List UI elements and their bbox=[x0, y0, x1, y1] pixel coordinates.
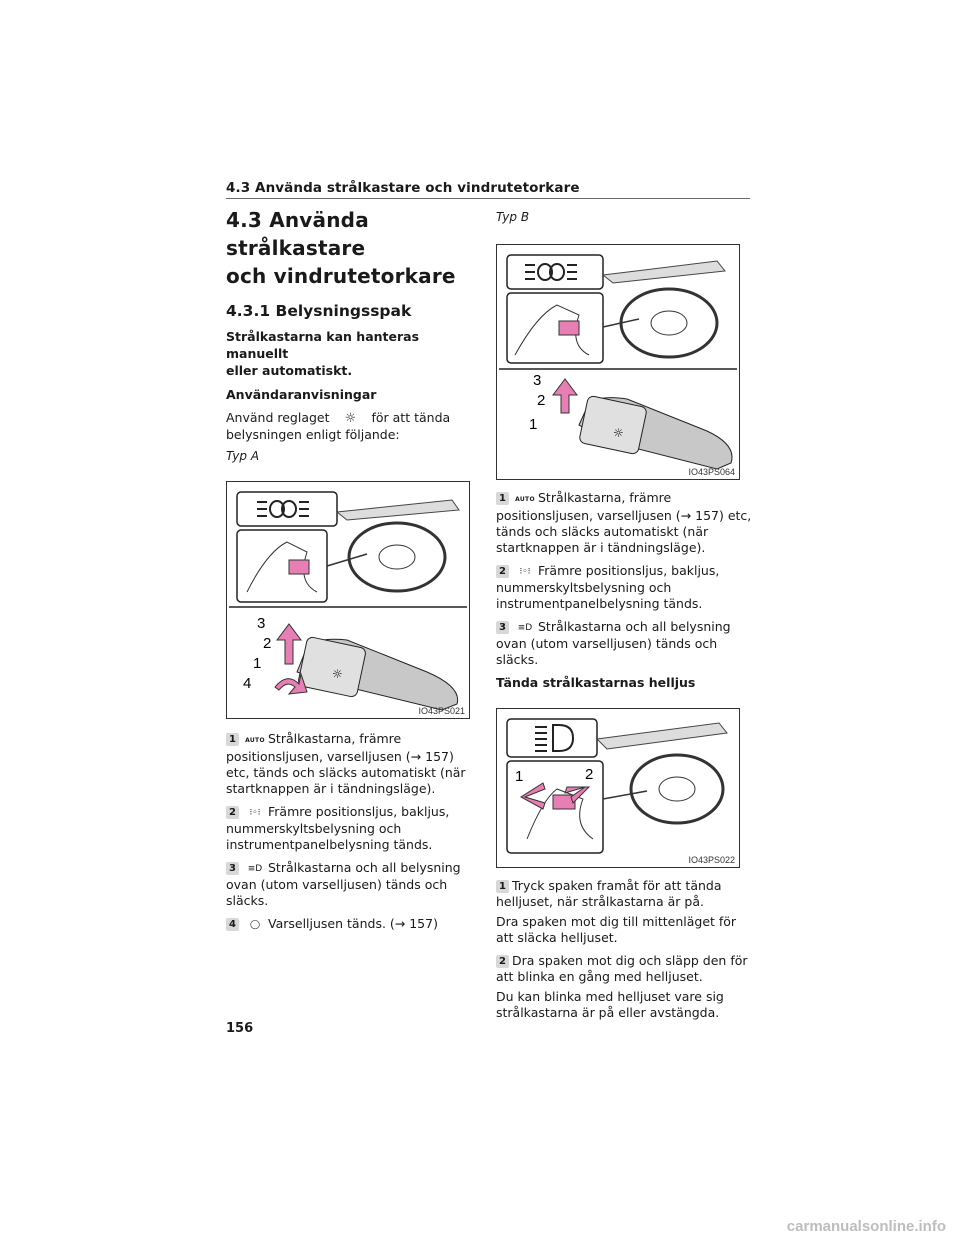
callout-number: 2 bbox=[226, 806, 239, 819]
figure-code-a: IO43PS021 bbox=[418, 706, 465, 716]
list-item bbox=[496, 563, 752, 612]
svg-text:1: 1 bbox=[515, 768, 524, 785]
list-item bbox=[496, 953, 752, 985]
item-text: Dra spaken mot dig och släpp den för att blinka en gång med helljuset. bbox=[496, 953, 748, 984]
type-a-label: Typ A bbox=[226, 449, 260, 463]
high-beam-list bbox=[496, 878, 752, 1021]
list-item bbox=[496, 619, 752, 668]
auto-icon: AUTO bbox=[245, 737, 265, 744]
svg-text:☼: ☼ bbox=[613, 426, 624, 440]
figure-code-high-beam: IO43PS022 bbox=[688, 855, 735, 865]
section-title-line2: och vindrutetorkare bbox=[226, 264, 456, 288]
svg-text:1: 1 bbox=[253, 655, 262, 672]
figure-type-b bbox=[496, 244, 740, 480]
intro-line2: belysningen enligt följande: bbox=[226, 427, 400, 442]
right-column bbox=[496, 206, 752, 1021]
svg-text:2: 2 bbox=[263, 635, 272, 652]
type-b-list bbox=[496, 490, 752, 668]
svg-text:4: 4 bbox=[243, 675, 252, 692]
item-text: Strålkastarna och all belysning ovan (utom varselljusen) tänds och släcks. bbox=[496, 619, 731, 667]
instructions-heading: Användaranvisningar bbox=[226, 387, 377, 402]
sun-light-icon: ☼ bbox=[344, 411, 357, 426]
section-title bbox=[226, 206, 472, 290]
intro-part1: Använd reglaget bbox=[226, 410, 330, 425]
left-column bbox=[226, 206, 472, 940]
headlight-icon: ≡D bbox=[517, 623, 533, 633]
item-text: Strålkastarna och all belysning ovan (utom varselljusen) tänds och släcks. bbox=[226, 860, 461, 908]
list-item bbox=[226, 804, 472, 853]
figure-type-a bbox=[226, 481, 470, 719]
callout-number: 2 bbox=[496, 955, 509, 968]
callout-number: 2 bbox=[496, 565, 509, 578]
high-beam-illustration bbox=[497, 709, 739, 867]
off-icon: ◯ bbox=[249, 920, 261, 930]
type-a-list bbox=[226, 731, 472, 933]
svg-text:3: 3 bbox=[257, 615, 266, 632]
lead-line1: Strålkastarna kan hanteras manuellt bbox=[226, 329, 420, 361]
lead-line2: eller automatiskt. bbox=[226, 363, 353, 378]
headlight-icon: ≡D bbox=[247, 864, 263, 874]
list-item bbox=[226, 860, 472, 909]
callout-number: 1 bbox=[496, 492, 509, 505]
svg-text:2: 2 bbox=[537, 392, 546, 409]
page-number: 156 bbox=[226, 1021, 254, 1036]
running-header: 4.3 Använda strålkastare och vindrutetorkare bbox=[226, 180, 580, 196]
lever-illustration-a bbox=[227, 482, 469, 718]
svg-text:2: 2 bbox=[585, 766, 594, 783]
figure-high-beam bbox=[496, 708, 740, 868]
high-beam-heading: Tända strålkastarnas helljus bbox=[496, 675, 696, 690]
list-item bbox=[226, 916, 472, 933]
item-text: Tryck spaken framåt för att tända helljuset, när strålkastarna är på. bbox=[496, 878, 722, 909]
auto-icon: AUTO bbox=[515, 496, 535, 503]
header-rule bbox=[226, 198, 750, 199]
type-b-label: Typ B bbox=[496, 210, 530, 224]
lever-illustration-b bbox=[497, 245, 739, 479]
item-paragraph: Du kan blinka med helljuset vare sig strålkastarna är på eller avstängda. bbox=[496, 989, 724, 1020]
item-text: Varselljusen tänds. (→ 157) bbox=[268, 916, 438, 931]
callout-number: 4 bbox=[226, 918, 239, 931]
watermark: carmanualsonline.info bbox=[786, 1218, 946, 1235]
callout-number: 3 bbox=[226, 862, 239, 875]
callout-number: 1 bbox=[226, 733, 239, 746]
item-text: Främre positionsljus, bakljus, nummerskyltsbelysning och instrumentpanelbelysning tänds. bbox=[496, 563, 720, 611]
svg-text:☼: ☼ bbox=[332, 667, 343, 681]
item-text: Strålkastarna, främre positionsljusen, varselljusen (→ 157) etc, tänds och släcks automatiskt (när startknappen är i tändningsläge). bbox=[226, 731, 466, 796]
lead-text bbox=[226, 328, 472, 379]
callout-number: 1 bbox=[496, 880, 509, 893]
list-item bbox=[496, 878, 752, 910]
item-paragraph: Dra spaken mot dig till mittenläget för att släcka helljuset. bbox=[496, 914, 737, 945]
item-text: Främre positionsljus, bakljus, nummerskyltsbelysning och instrumentpanelbelysning tänds. bbox=[226, 804, 450, 852]
position-light-icon: ⁝◦⁝ bbox=[249, 808, 261, 818]
intro-part2: för att tända bbox=[371, 410, 451, 425]
section-title-line1: 4.3 Använda strålkastare bbox=[226, 208, 369, 260]
figure-code-b: IO43PS064 bbox=[688, 467, 735, 477]
callout-number: 3 bbox=[496, 621, 509, 634]
svg-text:1: 1 bbox=[529, 416, 538, 433]
list-item bbox=[226, 731, 472, 797]
svg-text:3: 3 bbox=[533, 372, 542, 389]
subsection-title: 4.3.1 Belysningsspak bbox=[226, 302, 412, 320]
intro-text bbox=[226, 410, 472, 443]
list-item bbox=[496, 490, 752, 556]
item-text: Strålkastarna, främre positionsljusen, varselljusen (→ 157) etc, tänds och släcks automatiskt (när startknappen är i tändningsläge). bbox=[496, 490, 752, 555]
position-light-icon: ⁝◦⁝ bbox=[519, 567, 531, 577]
